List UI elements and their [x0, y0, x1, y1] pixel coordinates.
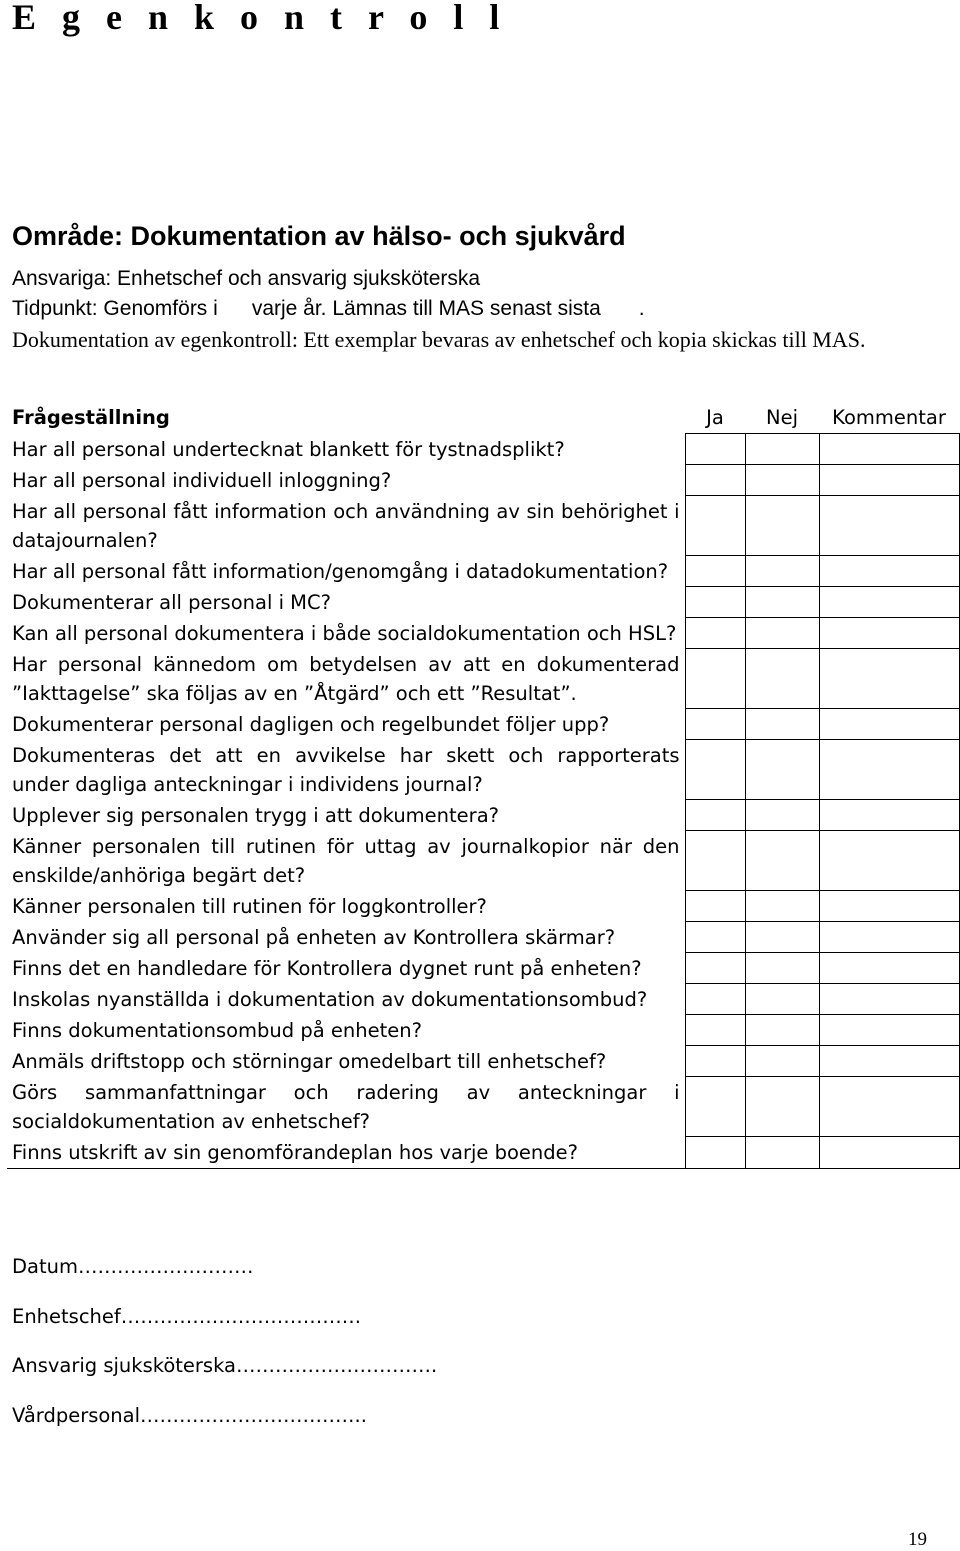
checklist-row: [7, 649, 959, 709]
checklist-yes-cell[interactable]: [685, 740, 745, 800]
checklist-no-cell[interactable]: [745, 649, 819, 709]
responsible-line: Ansvariga: Enhetschef och ansvarig sjuksköterska: [12, 267, 481, 290]
checklist-no-cell[interactable]: [745, 496, 819, 556]
checklist-comment-cell[interactable]: [819, 953, 959, 984]
checklist-yes-cell[interactable]: [685, 1015, 745, 1046]
area-heading: Område: Dokumentation av hälso- och sjukvård: [12, 221, 626, 251]
checklist-no-cell[interactable]: [745, 800, 819, 831]
checklist-no-cell[interactable]: [745, 740, 819, 800]
checklist-comment-cell[interactable]: [819, 434, 959, 465]
checklist-comment-cell[interactable]: [819, 465, 959, 496]
checklist-comment-cell[interactable]: [819, 618, 959, 649]
checklist-question: Dokumenterar all personal i MC?: [12, 590, 331, 614]
checklist-question: Använder sig all personal på enheten av Kontrollera skärmar?: [12, 925, 616, 949]
checklist-row: [7, 465, 959, 496]
checklist-row: [7, 1046, 959, 1077]
checklist-row: [7, 618, 959, 649]
checklist-row: [7, 1137, 959, 1169]
checklist-yes-cell[interactable]: [685, 709, 745, 740]
checklist-comment-cell[interactable]: [819, 922, 959, 953]
checklist-comment-cell[interactable]: [819, 1077, 959, 1137]
checklist-yes-cell[interactable]: [685, 953, 745, 984]
checklist-yes-cell[interactable]: [685, 1077, 745, 1137]
checklist-question: Dokumenterar personal dagligen och regelbundet följer upp?: [12, 712, 610, 736]
checklist-no-cell[interactable]: [745, 1046, 819, 1077]
checklist-no-cell[interactable]: [745, 831, 819, 891]
checklist-row: [7, 434, 959, 465]
checklist-comment-cell[interactable]: [819, 709, 959, 740]
checklist-question: Har all personal undertecknat blankett för tystnadsplikt?: [12, 437, 565, 461]
checklist-yes-cell[interactable]: [685, 922, 745, 953]
checklist-comment-cell[interactable]: [819, 984, 959, 1015]
timing-part-2: varje år. Lämnas till MAS senast sista: [251, 297, 601, 320]
header-comment: Kommentar: [832, 406, 946, 429]
checklist-row: [7, 496, 959, 556]
checklist-row: [7, 709, 959, 740]
checklist-question: Har all personal fått information och användning av sin behörighet i datajournalen?: [12, 499, 680, 552]
checklist-comment-cell[interactable]: [819, 496, 959, 556]
signature-date: Datum………………………: [12, 1255, 254, 1278]
checklist-row: [7, 984, 959, 1015]
checklist-yes-cell[interactable]: [685, 1046, 745, 1077]
checklist-yes-cell[interactable]: [685, 891, 745, 922]
checklist-yes-cell[interactable]: [685, 984, 745, 1015]
checklist-question: Finns dokumentationsombud på enheten?: [12, 1018, 422, 1042]
checklist-row: [7, 891, 959, 922]
checklist-no-cell[interactable]: [745, 618, 819, 649]
checklist-row: [7, 1015, 959, 1046]
checklist-yes-cell[interactable]: [685, 649, 745, 709]
checklist-comment-cell[interactable]: [819, 891, 959, 922]
checklist-no-cell[interactable]: [745, 922, 819, 953]
checklist-no-cell[interactable]: [745, 587, 819, 618]
checklist-yes-cell[interactable]: [685, 831, 745, 891]
checklist-row: [7, 740, 959, 800]
checklist-yes-cell[interactable]: [685, 496, 745, 556]
document-title: E g e n k o n t r o l l: [12, 0, 508, 37]
checklist-question: Görs sammanfattningar och radering av anteckningar i socialdokumentation av enhetschef?: [12, 1080, 680, 1133]
timing-part-3: .: [638, 297, 645, 320]
checklist-comment-cell[interactable]: [819, 800, 959, 831]
checklist-question: Har personal kännedom om betydelsen av att en dokumenterad ”Iakttagelse” ska följas av en ”Åtgärd” och ett ”Resultat”.: [12, 652, 680, 705]
checklist-no-cell[interactable]: [745, 1137, 819, 1169]
checklist-header-row: [7, 402, 959, 434]
header-no: Nej: [765, 406, 798, 429]
timing-line: [12, 297, 645, 321]
checklist-question: Känner personalen till rutinen för loggkontroller?: [12, 894, 487, 918]
header-yes: Ja: [706, 406, 724, 429]
checklist-row: [7, 1077, 959, 1137]
checklist-no-cell[interactable]: [745, 434, 819, 465]
checklist-table: [7, 402, 960, 1169]
checklist-yes-cell[interactable]: [685, 1137, 745, 1169]
checklist-yes-cell[interactable]: [685, 434, 745, 465]
checklist-body: [7, 434, 959, 1169]
checklist-no-cell[interactable]: [745, 709, 819, 740]
checklist-question: Känner personalen till rutinen för uttag av journalkopior när den enskilde/anhöriga begärt det?: [12, 834, 680, 887]
page-number: 19: [908, 1529, 927, 1550]
checklist-row: [7, 800, 959, 831]
checklist-question: Dokumenteras det att en avvikelse har skett och rapporterats under dagliga anteckningar i individens journal?: [12, 743, 680, 796]
header-question: Frågeställning: [12, 406, 170, 429]
checklist-comment-cell[interactable]: [819, 740, 959, 800]
checklist-row: [7, 556, 959, 587]
checklist-yes-cell[interactable]: [685, 800, 745, 831]
checklist-comment-cell[interactable]: [819, 1015, 959, 1046]
checklist-question: Har all personal fått information/genomgång i datadokumentation?: [12, 559, 669, 583]
checklist-row: [7, 953, 959, 984]
checklist-question: Finns utskrift av sin genomförandeplan hos varje boende?: [7, 1137, 685, 1169]
checklist-question: Anmäls driftstopp och störningar omedelbart till enhetschef?: [12, 1049, 607, 1073]
checklist-no-cell[interactable]: [745, 1015, 819, 1046]
signature-nurse: Ansvarig sjuksköterska………………………….: [12, 1354, 438, 1377]
checklist-question: Har all personal individuell inloggning?: [12, 468, 392, 492]
checklist-comment-cell[interactable]: [819, 587, 959, 618]
checklist-question: Kan all personal dokumentera i både socialdokumentation och HSL?: [12, 621, 677, 645]
documentation-note: Dokumentation av egenkontroll: Ett exemplar bevaras av enhetschef och kopia skickas till MAS.: [12, 327, 866, 352]
signature-staff: Vårdpersonal……………………………..: [12, 1404, 367, 1427]
checklist-question: Finns det en handledare för Kontrollera dygnet runt på enheten?: [12, 956, 642, 980]
checklist-question: Inskolas nyanställda i dokumentation av dokumentationsombud?: [12, 987, 648, 1011]
checklist-comment-cell[interactable]: [819, 831, 959, 891]
checklist-no-cell[interactable]: [745, 953, 819, 984]
checklist-no-cell[interactable]: [745, 891, 819, 922]
signature-manager: Enhetschef……………………………….: [12, 1305, 361, 1328]
checklist-comment-cell[interactable]: [819, 556, 959, 587]
checklist-no-cell[interactable]: [745, 465, 819, 496]
checklist-yes-cell[interactable]: [685, 465, 745, 496]
timing-part-1: Tidpunkt: Genomförs i: [12, 297, 218, 320]
checklist-row: [7, 922, 959, 953]
checklist-yes-cell[interactable]: [685, 587, 745, 618]
checklist-yes-cell[interactable]: [685, 618, 745, 649]
checklist-comment-cell[interactable]: [819, 1137, 959, 1169]
checklist-no-cell[interactable]: [745, 1077, 819, 1137]
checklist-comment-cell[interactable]: [819, 649, 959, 709]
checklist-comment-cell[interactable]: [819, 1046, 959, 1077]
checklist-question: Upplever sig personalen trygg i att dokumentera?: [12, 803, 499, 827]
checklist-row: [7, 831, 959, 891]
checklist-yes-cell[interactable]: [685, 556, 745, 587]
checklist-no-cell[interactable]: [745, 556, 819, 587]
checklist-no-cell[interactable]: [745, 984, 819, 1015]
checklist-row: [7, 587, 959, 618]
